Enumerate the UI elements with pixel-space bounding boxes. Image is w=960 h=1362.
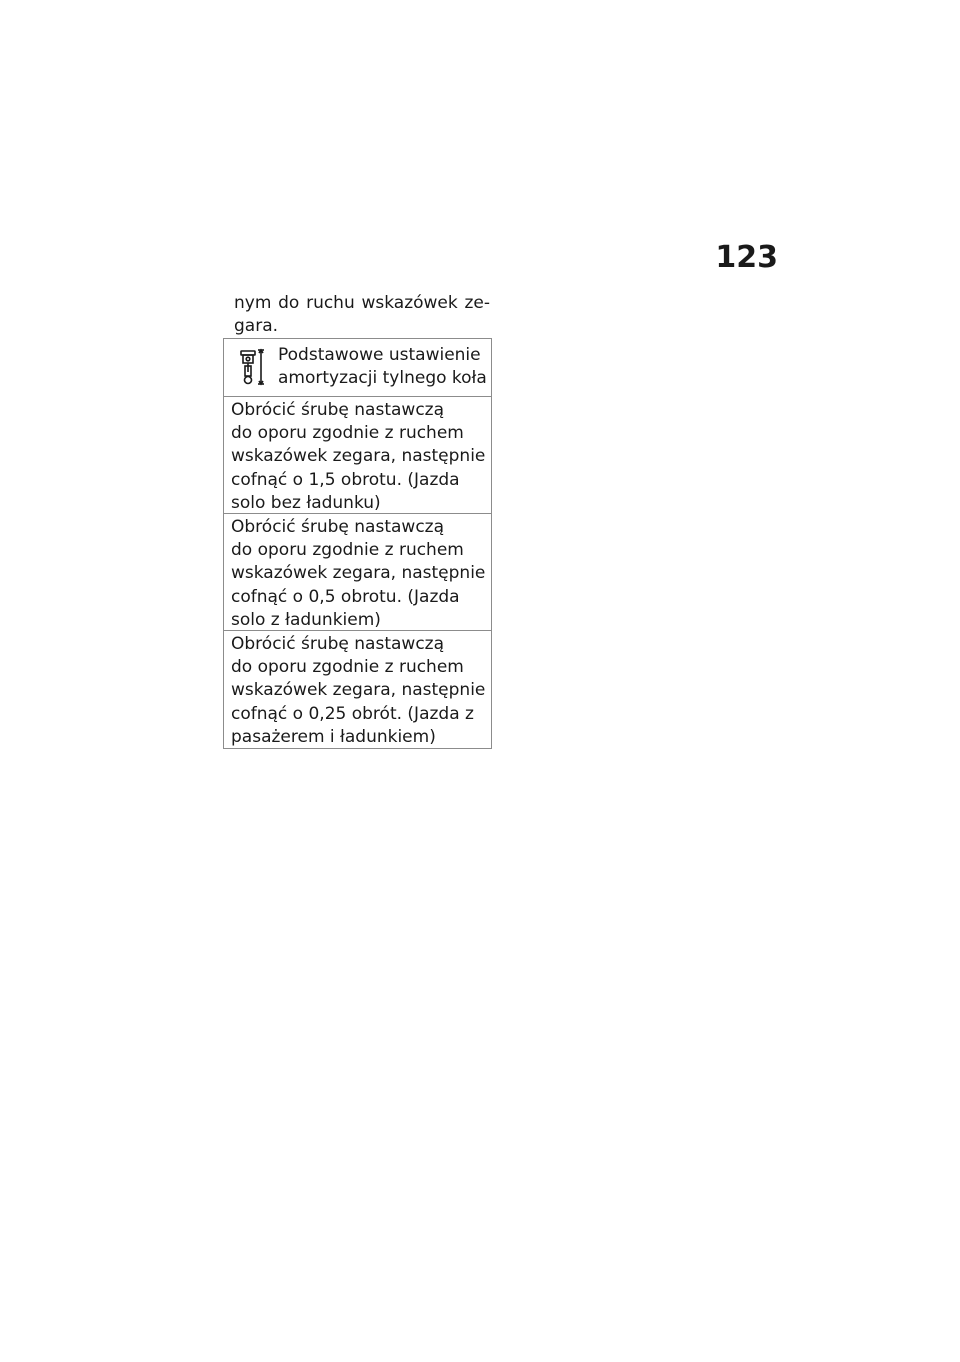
row-line: pasażerem i ładunkiem) (231, 726, 436, 747)
row-line: do oporu zgodnie z ruchem (231, 657, 464, 678)
page-number: 123 (715, 240, 778, 275)
header-line-2: amortyzacji tylnego koła (278, 368, 487, 388)
row-line: Obrócić śrubę nastawczą (231, 400, 445, 420)
table-header (224, 339, 491, 397)
row-line: solo z ładunkiem) (231, 609, 381, 630)
table-row-solo-no-load (224, 397, 491, 514)
row-line: Obrócić śrubę nastawczą (231, 517, 445, 537)
row-line: cofnąć o 0,25 obrót. (Jazda z (231, 703, 474, 724)
rear-shock-absorber-icon (236, 344, 276, 390)
row-line: cofnąć o 0,5 obrotu. (Jazda (231, 586, 460, 607)
suspension-setting-table (223, 338, 492, 749)
row-line: wskazówek zegara, następnie (231, 680, 486, 701)
row-line: wskazówek zegara, następnie (231, 446, 486, 467)
row-line: cofnąć o 1,5 obrotu. (Jazda (231, 469, 460, 490)
row-line: do oporu zgodnie z ruchem (231, 423, 464, 444)
header-line-1: Podstawowe ustawienie (278, 345, 481, 365)
row-line: wskazówek zegara, następnie (231, 563, 486, 584)
intro-paragraph: nym do ruchu wskazówek ze-gara. (234, 293, 490, 336)
table-row-passenger-with-load (224, 631, 491, 748)
row-line: do oporu zgodnie z ruchem (231, 540, 464, 561)
row-line: solo bez ładunku) (231, 492, 381, 513)
table-row-solo-with-load (224, 514, 491, 631)
header-title (278, 344, 487, 390)
row-line: Obrócić śrubę nastawczą (231, 634, 445, 654)
